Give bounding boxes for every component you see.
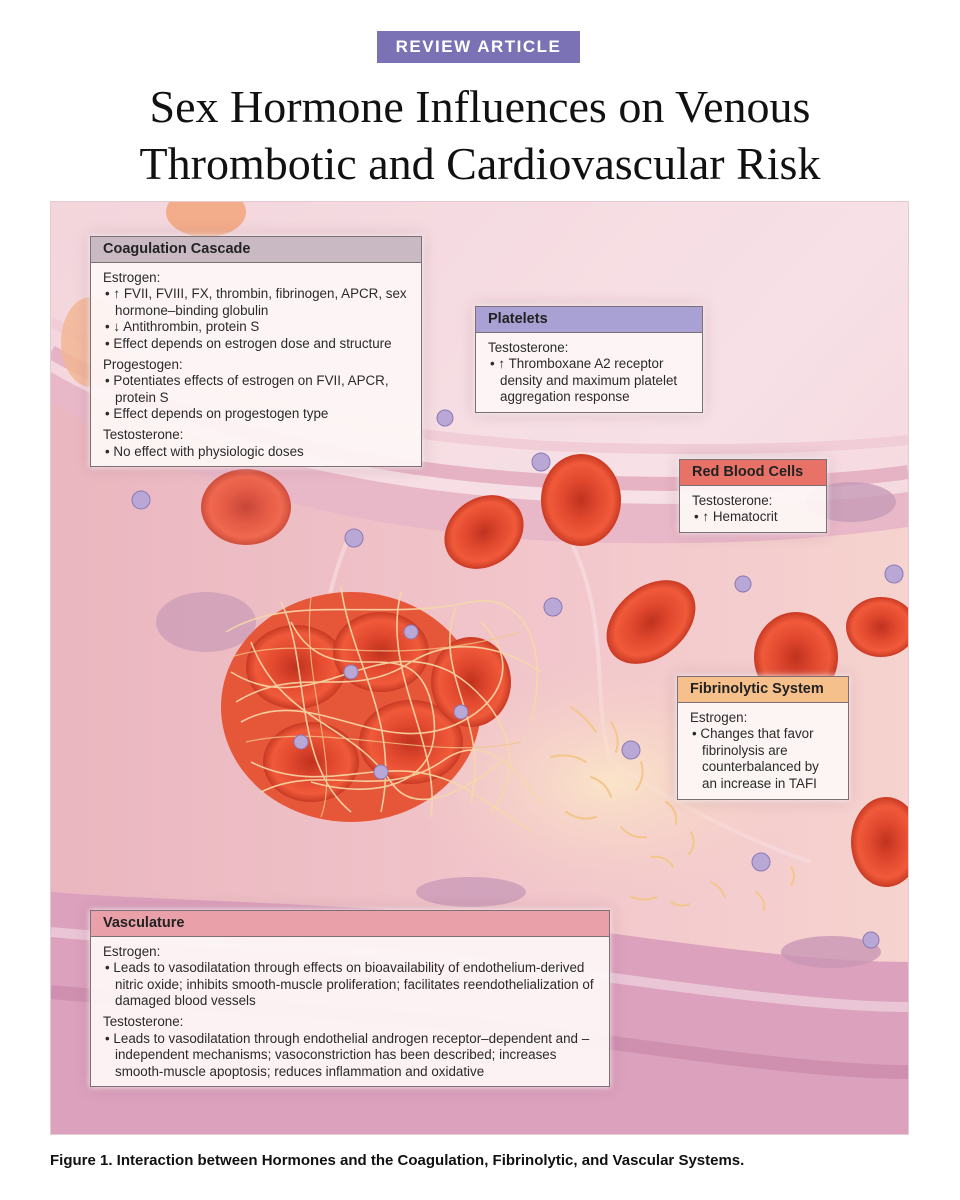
article-type-badge: REVIEW ARTICLE (377, 31, 580, 63)
title-line-2: Thrombotic and Cardiovascular Risk (139, 138, 821, 189)
coagulation-cascade-title: Coagulation Cascade (91, 237, 421, 263)
red-blood-cells-title: Red Blood Cells (680, 460, 826, 486)
illustration-panel (50, 201, 909, 1135)
figure-caption: Figure 1. Interaction between Hormones and the Coagulation, Fibrinolytic, and Vascular Systems. (50, 1152, 745, 1169)
coag-progestogen-item: • Effect depends on progestogen type (105, 406, 329, 422)
coag-progestogen-item: • Potentiates effects of estrogen on FVII, APCR, protein S (105, 373, 389, 405)
coag-progestogen-label: Progestogen: (103, 356, 183, 372)
coag-estrogen-item: • Effect depends on estrogen dose and structure (105, 335, 392, 351)
coag-testosterone-item: • No effect with physiologic doses (105, 443, 304, 459)
fibrin-estrogen-label: Estrogen: (690, 709, 748, 725)
coagulation-cascade-box (90, 236, 422, 467)
coag-testosterone-label: Testosterone: (103, 426, 184, 442)
platelets-box (475, 306, 703, 413)
coag-estrogen-item: • ↓ Antithrombin, protein S (105, 319, 260, 335)
fibrin-estrogen-item: • Changes that favor fibrinolysis are counterbalanced by an increase in TAFI (692, 726, 819, 791)
fibrinolytic-system-box (677, 676, 849, 800)
rbc-testosterone-label: Testosterone: (692, 492, 773, 508)
vasculature-box (90, 910, 610, 1087)
coag-estrogen-item: • ↑ FVII, FVIII, FX, thrombin, fibrinogen, APCR, sex hormone–binding globulin (105, 286, 407, 318)
fibrinolytic-system-title: Fibrinolytic System (678, 677, 848, 703)
vasc-estrogen-label: Estrogen: (103, 943, 161, 959)
red-blood-cells-box (679, 459, 827, 533)
coag-estrogen-label: Estrogen: (103, 269, 161, 285)
title-line-1: Sex Hormone Influences on Venous (149, 81, 811, 132)
vasculature-title: Vasculature (91, 911, 609, 937)
vasc-testosterone-label: Testosterone: (103, 1013, 184, 1029)
rbc-testosterone-item: • ↑ Hematocrit (694, 509, 778, 525)
platelets-title: Platelets (476, 307, 702, 333)
platelets-testosterone-item: • ↑ Thromboxane A2 receptor density and maximum platelet aggregation response (490, 356, 678, 405)
vasc-testosterone-item: • Leads to vasodilatation through endothelial androgen receptor–dependent and –independent mechanisms; vasoconstriction has been described; increases smooth-muscle apoptosis; reduces inflammation and oxidative (105, 1030, 590, 1079)
article-title (0, 78, 960, 192)
platelets-testosterone-label: Testosterone: (488, 339, 569, 355)
vasc-estrogen-item: • Leads to vasodilatation through effects on bioavailability of endothelium-derived nitric oxide; inhibits smooth-muscle proliferation; facilitates reendothelialization of damaged blood vessels (105, 960, 594, 1009)
